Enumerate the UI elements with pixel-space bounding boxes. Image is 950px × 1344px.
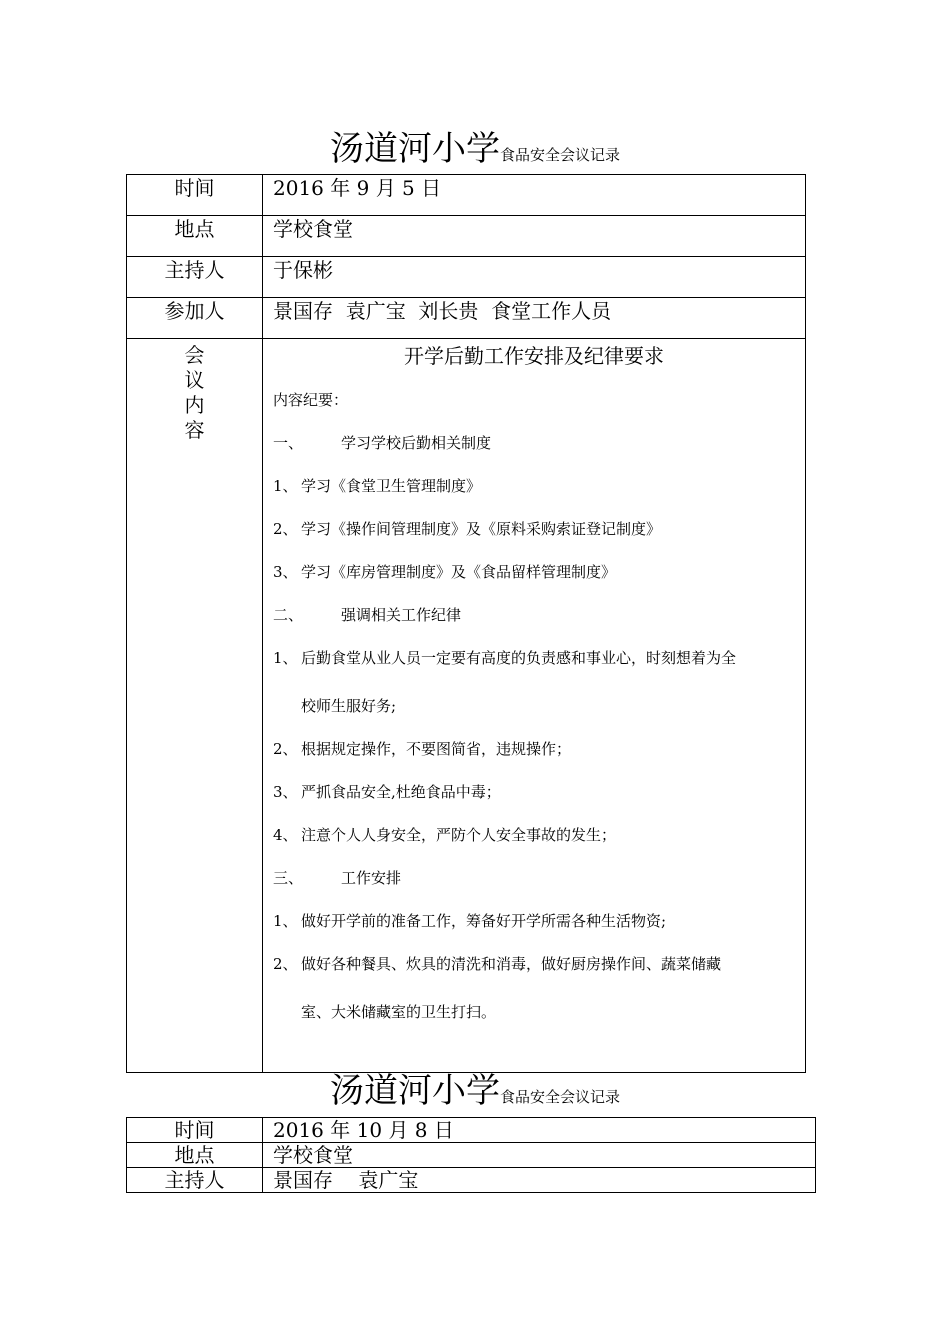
record-type: 食品安全会议记录 bbox=[499, 146, 620, 164]
record2-title bbox=[0, 1071, 950, 1111]
value-host: 景国存 袁广宝 bbox=[263, 1168, 816, 1193]
value-host: 于保彬 bbox=[263, 257, 806, 298]
list-item: 4、 注意个人人身安全，严防个人安全事故的发生； bbox=[273, 826, 617, 844]
label-host: 主持人 bbox=[127, 1168, 263, 1193]
section-heading: 二、 强调相关工作纪律 bbox=[273, 606, 462, 624]
label-char: 议 bbox=[184, 368, 205, 392]
row-host bbox=[127, 257, 806, 298]
list-item: 1、 做好开学前的准备工作，筹备好开学所需各种生活物资; bbox=[273, 912, 667, 930]
list-item: 2、 学习《操作间管理制度》及《原料采购索证登记制度》 bbox=[273, 520, 662, 538]
record-type: 食品安全会议记录 bbox=[499, 1088, 620, 1106]
list-item: 1、 学习《食堂卫生管理制度》 bbox=[273, 477, 482, 495]
record2-table bbox=[126, 1117, 816, 1193]
label-char: 容 bbox=[184, 418, 205, 442]
label-time: 时间 bbox=[127, 1118, 263, 1143]
value-attendees: 景国存 袁广宝 刘长贵 食堂工作人员 bbox=[263, 298, 806, 339]
list-item: 2、 根据规定操作，不要图简省，违规操作； bbox=[273, 740, 572, 758]
value-time: 2016 年 10 月 8 日 bbox=[263, 1118, 816, 1143]
label-content bbox=[127, 339, 263, 1073]
row-host bbox=[127, 1168, 816, 1193]
row-place bbox=[127, 216, 806, 257]
record1-table bbox=[126, 174, 806, 1073]
row-time bbox=[127, 1118, 816, 1143]
section-heading: 三、 工作安排 bbox=[273, 869, 402, 887]
row-content bbox=[127, 339, 806, 1073]
value-place: 学校食堂 bbox=[263, 216, 806, 257]
label-place: 地点 bbox=[127, 1143, 263, 1168]
list-item: 2、 做好各种餐具、炊具的清洗和消毒，做好厨房操作间、蔬菜储藏 室、大米储藏室的卫生打扫。 bbox=[273, 955, 722, 1021]
section-heading: 一、 学习学校后勤相关制度 bbox=[273, 434, 492, 452]
list-item: 3、 严抓食品安全,杜绝食品中毒； bbox=[273, 783, 501, 801]
list-item: 1、 后勤食堂从业人员一定要有高度的负责感和事业心，时刻想着为全 校师生服好务; bbox=[273, 649, 737, 715]
value-place: 学校食堂 bbox=[263, 1143, 816, 1168]
school-name: 汤道河小学 bbox=[329, 129, 500, 169]
label-attendees: 参加人 bbox=[127, 298, 263, 339]
row-time bbox=[127, 175, 806, 216]
record1-title bbox=[0, 129, 950, 169]
list-item: 3、 学习《库房管理制度》及《食品留样管理制度》 bbox=[273, 563, 617, 581]
label-char: 会 bbox=[184, 343, 205, 367]
school-name: 汤道河小学 bbox=[329, 1071, 500, 1111]
meeting-content bbox=[263, 339, 806, 1073]
content-intro: 内容纪要： bbox=[273, 391, 349, 409]
content-heading: 开学后勤工作安排及纪律要求 bbox=[404, 344, 664, 368]
label-host: 主持人 bbox=[127, 257, 263, 298]
label-char: 内 bbox=[184, 393, 205, 417]
row-place bbox=[127, 1143, 816, 1168]
value-time: 2016 年 9 月 5 日 bbox=[263, 175, 806, 216]
row-attendees bbox=[127, 298, 806, 339]
label-time: 时间 bbox=[127, 175, 263, 216]
label-place: 地点 bbox=[127, 216, 263, 257]
